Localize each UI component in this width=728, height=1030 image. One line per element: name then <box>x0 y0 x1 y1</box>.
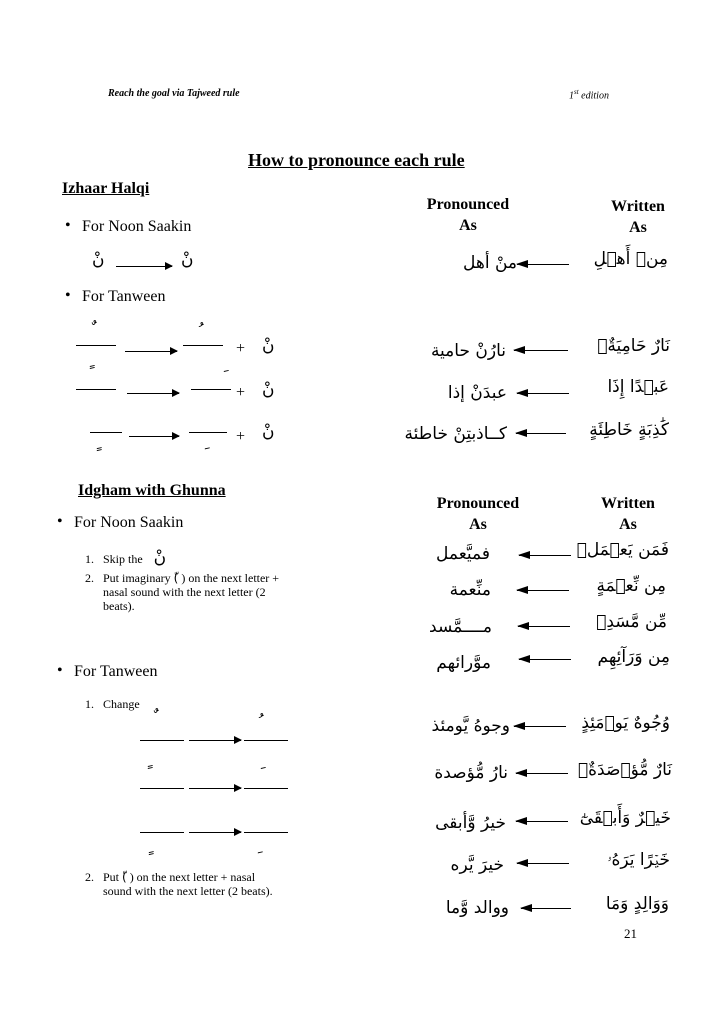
right-arrow <box>116 266 172 267</box>
noon-symbol: نْ <box>262 336 275 356</box>
right-arrow <box>189 740 241 741</box>
idgham-noon-pronounced-3: مــــمَّسد <box>429 617 492 637</box>
izhaar-tanween-pronounced-2: عبدَنْ إذا <box>447 383 507 403</box>
edition-word: edition <box>578 90 609 102</box>
left-arrow <box>514 350 568 351</box>
noon-symbol: نْ <box>262 422 275 442</box>
izhaar-tanween-label: • For Tanween <box>82 288 165 306</box>
right-arrow <box>189 788 241 789</box>
idgham-step-1 <box>85 548 167 568</box>
blank-line <box>76 389 116 390</box>
edition <box>569 88 609 101</box>
left-arrow <box>521 908 571 909</box>
edition-suffix: st <box>574 88 579 96</box>
izhaar-noon-pronounced: منْ أهل <box>462 253 517 273</box>
plus-sign: + <box>236 340 246 357</box>
step-number: 1. <box>85 552 94 566</box>
step-text: Skip the <box>103 552 143 566</box>
idgham-noon-saakin-label: • For Noon Saakin <box>74 514 183 532</box>
written-label: Written <box>601 495 655 512</box>
written-label: Written <box>611 198 665 215</box>
blank-line <box>140 788 184 789</box>
blank-line <box>244 832 288 833</box>
plus-sign: + <box>236 428 246 445</box>
step-text-line-2: nasal sound with the next letter (2 <box>103 585 266 599</box>
left-arrow <box>517 264 569 265</box>
step-text-line-1: Put (ّ ) on the next letter + nasal <box>103 870 256 884</box>
step-text: Change <box>103 697 140 711</box>
idgham-tanween-pronounced-3: خيرُ وَّأبقى <box>435 813 506 833</box>
page-number: 21 <box>624 926 637 941</box>
as-label: As <box>469 516 487 533</box>
left-arrow <box>514 726 566 727</box>
right-arrow <box>189 832 241 833</box>
noon-symbol: نْ <box>153 548 167 568</box>
blank-line <box>244 788 288 789</box>
right-arrow <box>125 351 177 352</box>
izhaar-tanween-written-1: نَارٌ حَامِيَةٌۢ <box>597 336 670 356</box>
right-arrow <box>127 393 179 394</box>
left-arrow <box>519 659 571 660</box>
left-arrow <box>516 433 566 434</box>
left-arrow <box>517 393 569 394</box>
blank-line <box>76 345 116 346</box>
left-arrow <box>518 626 570 627</box>
pronounced-label: Pronounced <box>436 495 520 512</box>
left-arrow <box>516 773 568 774</box>
idgham-noon-written-1: فَمَن يَعۡمَلۡ <box>576 540 669 560</box>
pronounced-header-1 <box>408 194 528 236</box>
idgham-tanween-pronounced-5: ووالد وَّما <box>445 898 509 918</box>
idgham-tanween-written-3: خَيۡرٌ وَأَبۡقَىٰٓ <box>579 808 671 828</box>
step-number: 2. <box>85 571 94 585</box>
blank-line <box>140 740 184 741</box>
izhaar-tanween-written-3: كَٰذِبَةٍ خَاطِئَةٍ <box>589 420 669 440</box>
izhaar-heading: Izhaar Halqi <box>62 180 150 197</box>
idgham-tanween-written-5: وَوَالِدٍ وَمَا <box>605 894 669 914</box>
step-number: 2. <box>85 870 94 884</box>
step-text-line-1: Put imaginary (ّ ) on the next letter + <box>103 571 280 585</box>
idgham-tanween-written-1: وُجُوهٌ يَوۡمَئِذٍ <box>581 713 670 733</box>
idgham-noon-pronounced-1: فميَّعمل <box>436 544 490 564</box>
pronounced-label: Pronounced <box>426 196 510 213</box>
blank-line <box>183 345 223 346</box>
step-number: 1. <box>85 697 94 711</box>
book-title: Reach the goal via Tajweed rule <box>108 88 240 99</box>
izhaar-tanween-pronounced-3: كــاذبتِنْ خاطئة <box>404 424 507 444</box>
blank-line <box>189 432 227 433</box>
idgham-tanween-pronounced-4: خيرَ يَّره <box>450 855 504 875</box>
edition-number: 1 <box>569 90 574 102</box>
as-label: As <box>459 217 477 234</box>
idgham-change-step <box>85 697 140 711</box>
left-arrow <box>517 590 569 591</box>
idgham-noon-pronounced-4: موَّرائهم <box>436 653 491 673</box>
blank-line <box>191 389 231 390</box>
idgham-tanween-label: • For Tanween <box>74 663 157 681</box>
idgham-tanween-pronounced-1: وجوهُ يَّومئذ <box>431 716 510 736</box>
as-label: As <box>619 516 637 533</box>
idgham-tanween-written-2: نَارٌ مُّؤۡصَدَةٌۢ <box>577 760 672 780</box>
noon-symbol-left: نْ <box>92 250 105 270</box>
plus-sign: + <box>236 384 246 401</box>
izhaar-noon-saakin-label: • For Noon Saakin <box>82 218 191 236</box>
noon-symbol-right: نْ <box>181 250 194 270</box>
as-label: As <box>629 219 647 236</box>
idgham-put-step <box>85 870 273 898</box>
blank-line <box>90 432 122 433</box>
idgham-noon-written-2: مِن نِّعۡمَةٍ <box>596 576 666 596</box>
pronounced-header-2 <box>418 493 538 535</box>
idgham-tanween-pronounced-2: نارُ مُّؤصدة <box>434 763 508 783</box>
idgham-step-2 <box>85 571 279 613</box>
noon-symbol: نْ <box>262 380 275 400</box>
left-arrow <box>517 863 569 864</box>
written-header-1 <box>588 196 688 238</box>
left-arrow <box>519 555 571 556</box>
page-title: How to pronounce each rule <box>248 150 465 170</box>
step-text-line-2: sound with the next letter (2 beats). <box>103 884 273 898</box>
step-text-line-3: beats). <box>103 599 135 613</box>
idgham-tanween-written-4: خَيۡرًا يَرَهُۥ <box>607 850 670 870</box>
idgham-noon-written-4: مِن وَرَآئِهِم <box>597 647 670 667</box>
idgham-heading: Idgham with Ghunna <box>78 482 226 499</box>
blank-line <box>244 740 288 741</box>
left-arrow <box>516 821 568 822</box>
right-arrow <box>129 436 179 437</box>
izhaar-noon-written: مِنۡ أَهۡلِ <box>593 249 668 269</box>
written-header-2 <box>578 493 678 535</box>
blank-line <box>140 832 184 833</box>
izhaar-tanween-pronounced-1: نارُنْ حامية <box>430 341 506 361</box>
izhaar-tanween-written-2: عَبۡدًا إِذَا <box>607 377 669 397</box>
idgham-noon-pronounced-2: منِّعمة <box>449 580 491 600</box>
idgham-noon-written-3: مِّن مَّسَدِۭ <box>596 612 667 632</box>
